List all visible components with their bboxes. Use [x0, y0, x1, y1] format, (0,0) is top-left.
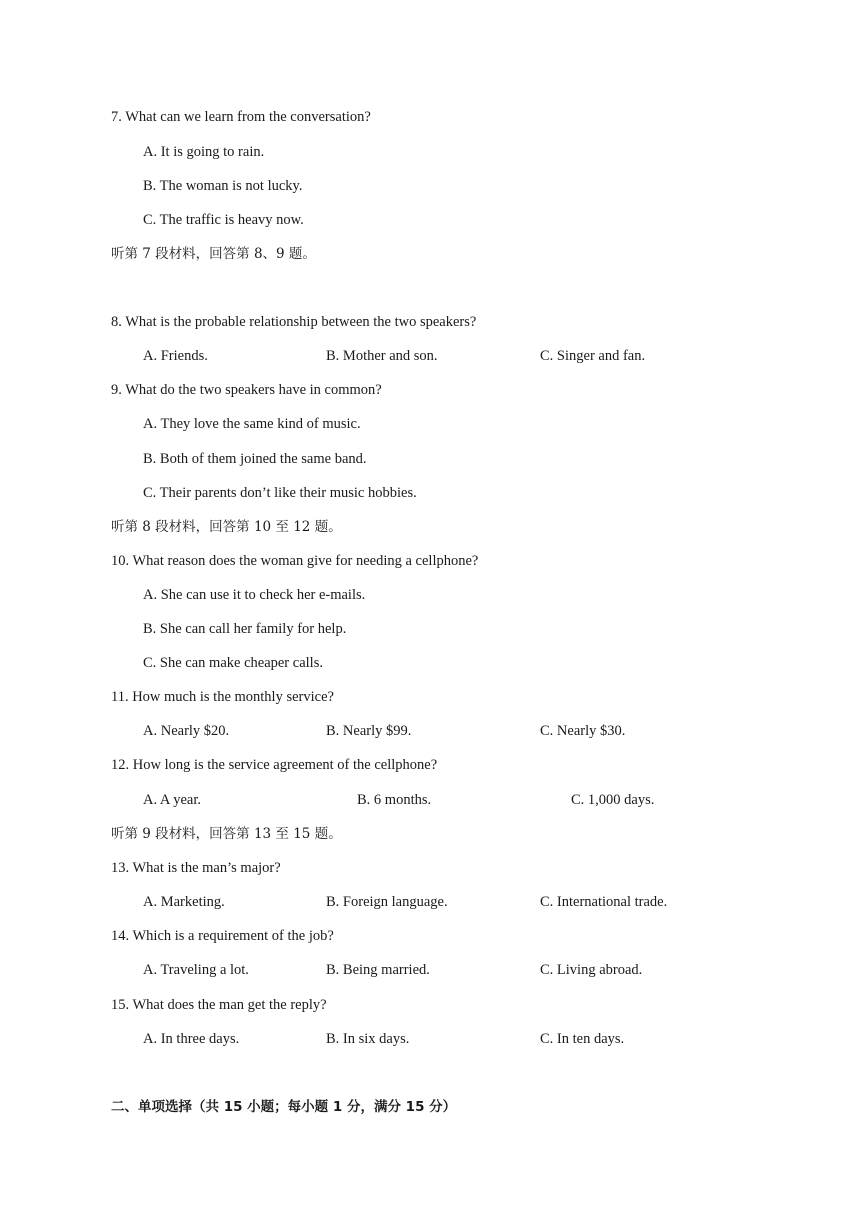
- question-8: 8. What is the probable relationship between the two speakers?: [111, 314, 477, 330]
- question-13-option-a: A. Marketing.: [143, 894, 225, 910]
- question-14-option-c: C. Living abroad.: [540, 962, 643, 978]
- question-10: 10. What reason does the woman give for needing a cellphone?: [111, 553, 479, 569]
- section-8-instruction: 听第 8 段材料，回答第 10 至 12 题。: [111, 519, 342, 535]
- question-12-option-b: B. 6 months.: [357, 792, 432, 808]
- question-15: 15. What does the man get the reply?: [111, 997, 327, 1013]
- question-13-option-b: B. Foreign language.: [326, 894, 448, 910]
- question-9-option-b: B. Both of them joined the same band.: [143, 451, 367, 467]
- question-11-option-b: B. Nearly $99.: [326, 723, 412, 739]
- question-13-option-c: C. International trade.: [540, 894, 668, 910]
- question-13: 13. What is the man’s major?: [111, 860, 281, 876]
- question-15-option-b: B. In six days.: [326, 1031, 410, 1047]
- question-10-option-c: C. She can make cheaper calls.: [143, 655, 323, 671]
- question-12-option-a: A. A year.: [143, 792, 201, 808]
- part-2-heading: 二、单项选择（共 15 小题；每小题 1 分，满分 15 分）: [111, 1099, 457, 1115]
- question-7: 7. What can we learn from the conversation?: [111, 109, 371, 125]
- question-11: 11. How much is the monthly service?: [111, 689, 334, 705]
- question-12: 12. How long is the service agreement of the cellphone?: [111, 757, 438, 773]
- question-11-option-c: C. Nearly $30.: [540, 723, 626, 739]
- section-9-instruction: 听第 9 段材料，回答第 13 至 15 题。: [111, 826, 342, 842]
- question-7-option-a: A. It is going to rain.: [143, 144, 265, 160]
- question-9-option-c: C. Their parents don’t like their music hobbies.: [143, 485, 417, 501]
- question-11-option-a: A. Nearly $20.: [143, 723, 230, 739]
- question-10-option-a: A. She can use it to check her e-mails.: [143, 587, 366, 603]
- section-7-instruction: 听第 7 段材料，回答第 8、9 题。: [111, 246, 316, 262]
- question-10-option-b: B. She can call her family for help.: [143, 621, 347, 637]
- question-7-option-c: C. The traffic is heavy now.: [143, 212, 304, 228]
- question-14-option-b: B. Being married.: [326, 962, 430, 978]
- question-8-option-b: B. Mother and son.: [326, 348, 438, 364]
- question-8-option-a: A. Friends.: [143, 348, 208, 364]
- question-15-option-c: C. In ten days.: [540, 1031, 625, 1047]
- question-15-option-a: A. In three days.: [143, 1031, 240, 1047]
- question-7-option-b: B. The woman is not lucky.: [143, 178, 303, 194]
- question-9-option-a: A. They love the same kind of music.: [143, 416, 361, 432]
- question-14-option-a: A. Traveling a lot.: [143, 962, 249, 978]
- question-14: 14. Which is a requirement of the job?: [111, 928, 334, 944]
- question-12-option-c: C. 1,000 days.: [571, 792, 655, 808]
- question-9: 9. What do the two speakers have in common?: [111, 382, 382, 398]
- question-8-option-c: C. Singer and fan.: [540, 348, 646, 364]
